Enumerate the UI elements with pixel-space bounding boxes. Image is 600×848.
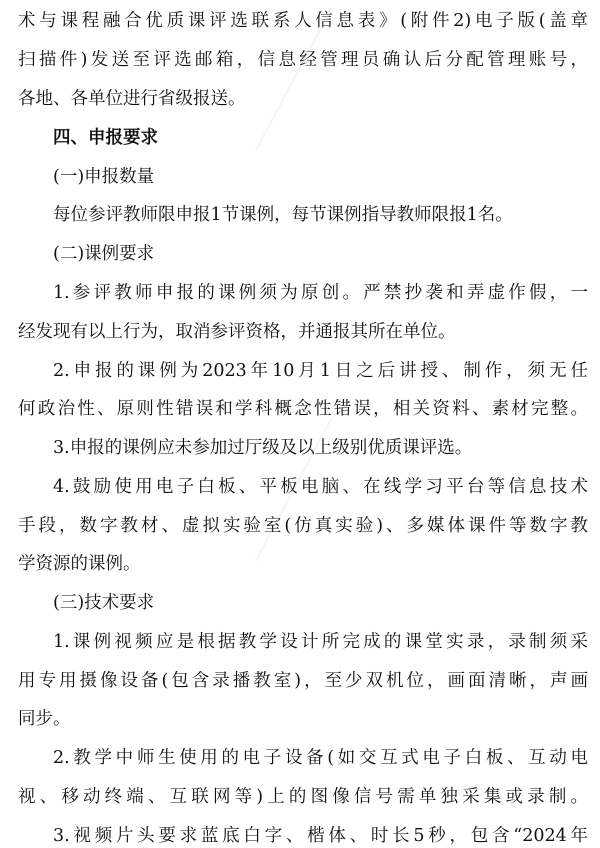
subsection-heading: (三)技术要求 (53, 593, 155, 613)
section-heading: 四、申报要求 (53, 128, 158, 148)
paragraph-line: 视、移动终端、互联网等)上的图像信号需单独采集或录制。 (18, 787, 588, 807)
paragraph-line: 用专用摄像设备(包含录播教室)，至少双机位，画面清晰，声画 (18, 671, 588, 691)
paragraph-line: 各地、各单位进行省级报送。 (18, 89, 246, 109)
paragraph-line: 手段，数字教材、虚拟实验室(仿真实验)、多媒体课件等数字教 (18, 516, 588, 536)
paragraph-line: 每位参评教师限申报1节课例，每节课例指导教师限报1名。 (53, 205, 513, 225)
paragraph-line: 术与课程融合优质课评选联系人信息表》(附件2)电子版(盖章 (18, 11, 588, 31)
paragraph-line: 何政治性、原则性错误和学科概念性错误，相关资料、素材完整。 (18, 399, 588, 419)
paragraph-line: 3.视频片头要求蓝底白字、楷体、时长5秒，包含“2024年 (53, 826, 588, 846)
paragraph-line: 1.参评教师申报的课例须为原创。严禁抄袭和弄虚作假，一 (53, 283, 588, 303)
subsection-heading: (二)课例要求 (53, 244, 155, 264)
paragraph-line: 2.申报的课例为2023年10月1日之后讲授、制作，须无任 (53, 361, 588, 381)
subsection-heading: (一)申报数量 (53, 167, 155, 187)
paragraph-line: 经发现有以上行为，取消参评资格，并通报其所在单位。 (18, 322, 456, 342)
paragraph-line: 2.教学中师生使用的电子设备(如交互式电子白板、互动电 (53, 748, 588, 768)
paragraph-line: 同步。 (18, 709, 71, 729)
paragraph-line: 扫描件)发送至评选邮箱，信息经管理员确认后分配管理账号， (18, 50, 588, 70)
paragraph-line: 学资源的课例。 (18, 554, 141, 574)
paragraph-line: 1.课例视频应是根据教学设计所完成的课堂实录，录制须采 (53, 632, 588, 652)
paragraph-line: 3.申报的课例应未参加过厅级及以上级别优质课评选。 (53, 438, 473, 458)
paragraph-line: 4.鼓励使用电子白板、平板电脑、在线学习平台等信息技术 (53, 477, 588, 497)
